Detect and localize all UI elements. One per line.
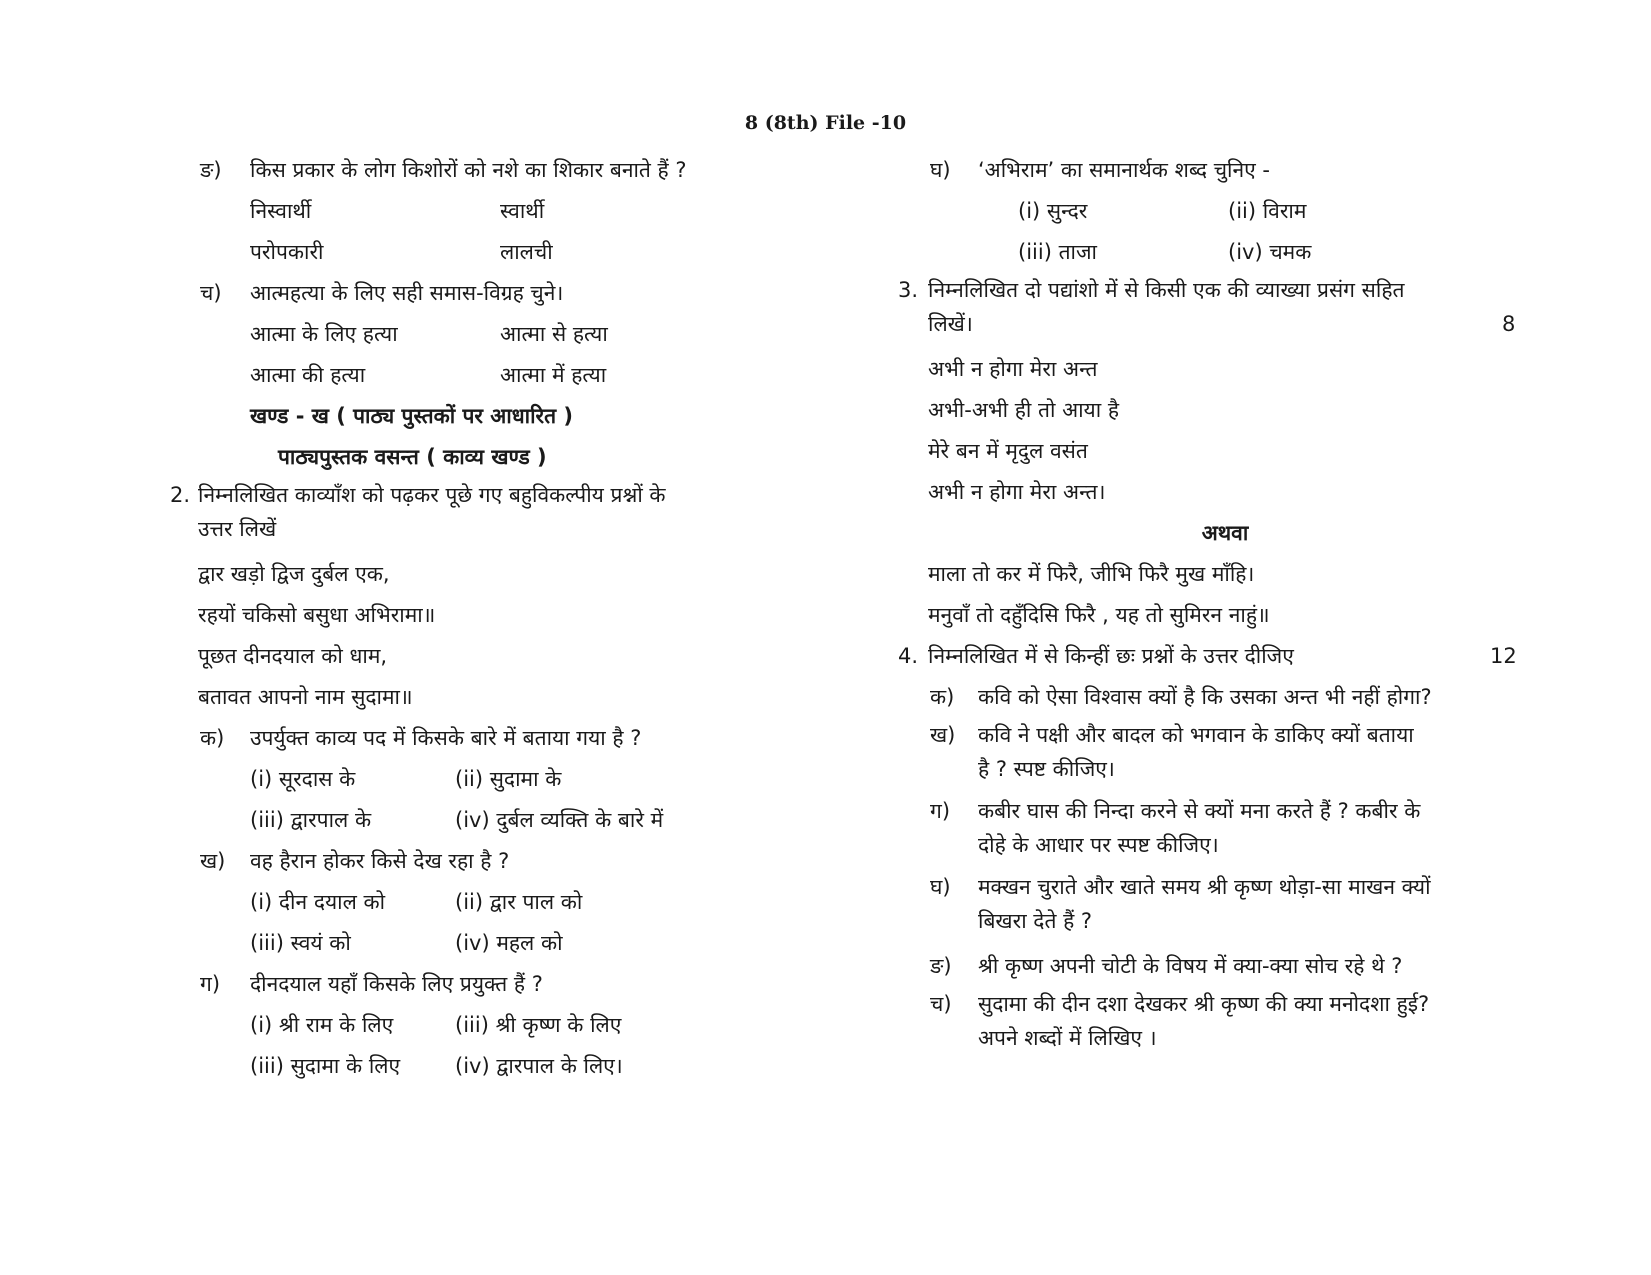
question-label: क) [200,726,225,750]
sub-question-cont [920,828,1510,862]
sub-question [920,870,1510,904]
question-3 [898,273,1510,307]
question-label: ख) [200,849,226,873]
question-3-cont [920,307,1516,341]
question-label: ङ) [930,954,952,978]
option: (iii) स्वयं को [250,931,351,955]
option: (iii) सुदामा के लिए [250,1054,401,1078]
sub-question-cont [920,752,1510,786]
sub-question [920,677,1510,718]
option: (ii) द्वार पाल को [455,890,583,914]
question-text: कबीर घास की निन्दा करने से क्यों मना करते हैं ? कबीर के [978,799,1421,823]
question-number: 2. [170,483,191,507]
question-label: घ) [930,875,951,899]
option-row [170,355,760,396]
question-text: ‘अभिराम’ का समानार्थक शब्द चुनिए - [978,158,1271,182]
question-text: निम्नलिखित में से किन्हीं छः प्रश्नों के उत्तर दीजिए [928,644,1294,668]
left-column [170,150,760,1087]
option-row [170,232,760,273]
question-label: च) [200,281,222,305]
option-row [170,314,760,355]
sub-question-cont [920,1021,1510,1055]
question-label: च) [930,992,952,1016]
question-text: कवि ने पक्षी और बादल को भगवान के डाकिए क्यों बताया [978,723,1414,747]
option: आत्मा की हत्या [250,363,366,387]
question-label: क) [930,685,955,709]
question-cha [170,273,760,314]
option: (i) श्री राम के लिए [250,1013,394,1037]
question-text: उपर्युक्त काव्य पद में किसके बारे में बताया गया है ? [250,726,642,750]
question-label: घ) [930,158,951,182]
option-row [170,759,760,800]
poem-line: मेरे बन में मृदुल वसंत [928,439,1088,463]
question-kha [170,841,760,882]
poem-line: अभी न होगा मेरा अन्त [928,357,1098,381]
option: (iii) ताजा [1018,240,1097,264]
option: लालची [500,240,553,264]
option: आत्मा से हत्या [500,322,608,346]
sub-question-cont [920,904,1510,938]
question-2-cont [170,512,760,546]
question-text: अपने शब्दों में लिखिए । [978,1026,1157,1050]
question-text: निम्नलिखित दो पद्यांशो में से किसी एक की व्याख्या प्रसंग सहित [928,278,1405,302]
question-text: है ? स्पष्ट कीजिए। [978,757,1115,781]
poem-line: अभी-अभी ही तो आया है [928,398,1120,422]
section-heading: खण्ड - ख ( पाठ्य पुस्तकों पर आधारित ) [250,404,574,428]
poem-line: मनुवाँ तो दहुँदिसि फिरै , यह तो सुमिरन नाहुं॥ [928,603,1270,627]
option: (i) सूरदास के [250,767,356,791]
question-text: उत्तर लिखें [198,517,277,541]
question-label: ग) [930,799,951,823]
option: निस्वार्थी [250,199,312,223]
marks: 12 [1490,644,1517,668]
question-2 [170,478,760,512]
option: (iv) द्वारपाल के लिए। [455,1054,623,1078]
question-text: वह हैरान होकर किसे देख रहा है ? [250,849,510,873]
question-text: निम्नलिखित काव्याँश को पढ़कर पूछे गए बहुविकल्पीय प्रश्नों के [198,483,666,507]
option: (iv) चमक [1228,240,1312,264]
poem-line: अभी न होगा मेरा अन्त। [928,480,1106,504]
or-heading: अथवा [1201,521,1249,545]
question-text: बिखरा देते हैं ? [978,909,1093,933]
question-nga [170,150,760,191]
poem-line: पूछत दीनदयाल को धाम, [198,644,388,668]
right-column [898,150,1517,1055]
sub-question [920,946,1510,987]
sub-question [920,794,1510,828]
marks: 8 [1502,312,1516,336]
question-gha [920,150,1510,191]
question-ka [170,718,760,759]
option: (iv) महल को [455,931,563,955]
option-row [170,1005,760,1046]
poem-line: माला तो कर में फिरै, जीभि फिरै मुख माँहि। [928,562,1255,586]
question-ga [170,964,760,1005]
option: (iii) द्वारपाल के [250,808,372,832]
question-text: आत्महत्या के लिए सही समास-विग्रह चुने। [250,281,564,305]
poem-line: रहयों चकिसो बसुधा अभिरामा॥ [198,603,436,627]
option-row [170,191,760,232]
question-text: लिखें। [928,312,973,336]
question-text: किस प्रकार के लोग किशोरों को नशे का शिकार बनाते हैं ? [250,158,687,182]
option: (i) दीन दयाल को [250,890,386,914]
sub-question [920,987,1510,1021]
option: (ii) विराम [1228,199,1307,223]
option: (iii) श्री कृष्ण के लिए [455,1013,622,1037]
option: परोपकारी [250,240,324,264]
question-text: कवि को ऐसा विश्वास क्यों है कि उसका अन्त भी नहीं होगा? [978,685,1432,709]
question-text: दीनदयाल यहाँ किसके लिए प्रयुक्त हैं ? [250,972,543,996]
option-row [170,882,760,923]
option-row [170,923,760,964]
question-text: दोहे के आधार पर स्पष्ट कीजिए। [978,833,1219,857]
question-label: ङ) [200,158,222,182]
question-text: मक्खन चुराते और खाते समय श्री कृष्ण थोड़ा-सा माखन क्यों [978,875,1431,899]
option: आत्मा के लिए हत्या [250,322,398,346]
question-4 [898,636,1517,677]
question-text: सुदामा की दीन दशा देखकर श्री कृष्ण की क्या मनोदशा हुई? [978,992,1430,1016]
option-row [920,232,1510,273]
option: आत्मा में हत्या [500,363,607,387]
question-label: ख) [930,723,956,747]
option: स्वार्थी [500,199,545,223]
option: (ii) सुदामा के [455,767,562,791]
page-header: 8 (8th) File -10 [744,112,907,134]
question-number: 4. [898,644,919,668]
question-label: ग) [200,972,221,996]
poem-line: द्वार खड़ो द्विज दुर्बल एक, [198,562,390,586]
option: (iv) दुर्बल व्यक्ति के बारे में [455,808,664,832]
option-row [170,800,760,841]
option-row [170,1046,760,1087]
book-heading: पाठ्यपुस्तक वसन्त ( काव्य खण्ड ) [278,445,547,469]
question-number: 3. [898,278,919,302]
option: (i) सुन्दर [1018,199,1088,223]
sub-question [920,718,1510,752]
option-row [920,191,1510,232]
poem-line: बतावत आपनो नाम सुदामा॥ [198,685,413,709]
question-text: श्री कृष्ण अपनी चोटी के विषय में क्या-क्या सोच रहे थे ? [978,954,1403,978]
